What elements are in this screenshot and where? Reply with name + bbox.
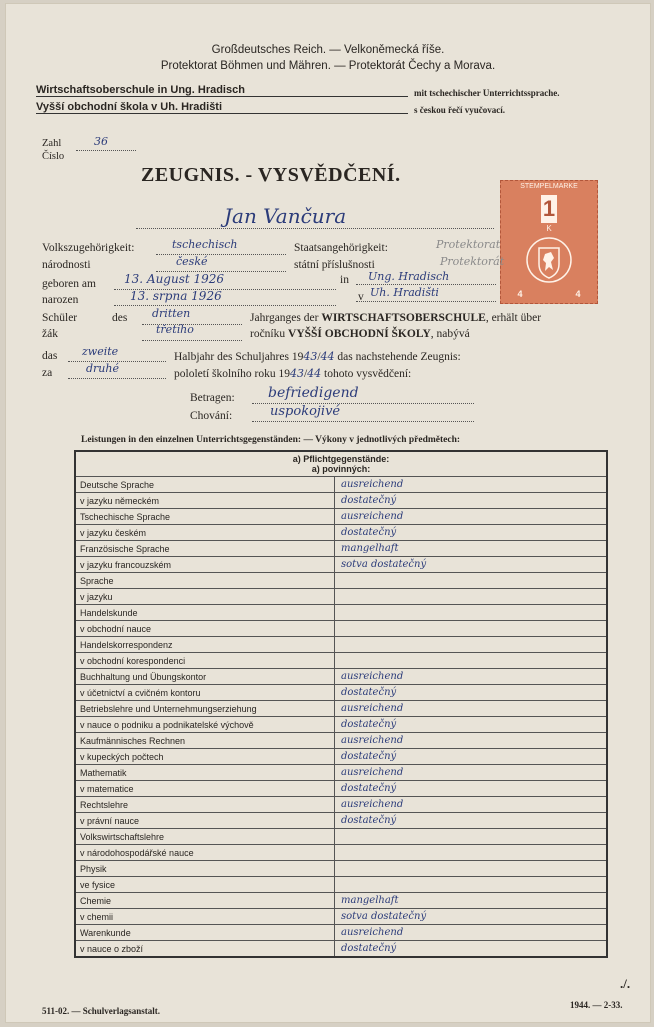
in-line-de <box>356 284 496 285</box>
header-line-2: Protektorat Böhmen und Mähren. — Protektorát Čechy a Morava. <box>160 60 496 72</box>
number-label-de: Zahl <box>42 138 62 149</box>
subject-grade <box>335 573 608 589</box>
halbjahr-year2: 44 <box>320 350 335 363</box>
table-row <box>75 781 607 797</box>
table-row <box>75 477 607 493</box>
za-value: druhé <box>86 362 119 375</box>
table-row <box>75 829 607 845</box>
table-row <box>75 861 607 877</box>
pupil-label-de: Schüler <box>42 312 78 324</box>
born-value-de: 13. August 1926 <box>124 272 225 286</box>
subject-name: v účetnictví a cvičném kontoru <box>75 685 335 701</box>
grades-table <box>74 450 608 958</box>
pololeti-year2: 44 <box>307 367 322 380</box>
table-row <box>75 557 607 573</box>
conduct-label-cz: Chování: <box>190 410 233 422</box>
subject-name: v obchodní nauce <box>75 621 335 637</box>
subject-grade <box>335 637 608 653</box>
table-row <box>75 605 607 621</box>
table-row <box>75 493 607 509</box>
pupil-line-cz <box>142 340 242 341</box>
table-row <box>75 765 607 781</box>
citizenship-label-cz: státní příslušnosti <box>294 259 375 271</box>
in-line-cz <box>356 301 496 302</box>
subject-name: v obchodní korespondenci <box>75 653 335 669</box>
table-row <box>75 909 607 925</box>
table-row <box>75 797 607 813</box>
subject-name: Warenkunde <box>75 925 335 941</box>
subject-name: ve fysice <box>75 877 335 893</box>
subject-grade: dostatečný <box>335 749 608 765</box>
citizenship-value-cz: Protektorát <box>440 255 505 268</box>
grade-text-de <box>250 312 541 324</box>
grade-text-de-end: , erhält über <box>485 312 542 324</box>
das-value: zweite <box>82 345 119 358</box>
table-row <box>75 845 607 861</box>
subject-name: v nauce o zboží <box>75 941 335 958</box>
stamp-value: 1 <box>542 196 556 221</box>
table-row <box>75 573 607 589</box>
table-row <box>75 813 607 829</box>
pololeti-label: pololetí školního roku 19 <box>174 368 290 380</box>
subject-grade <box>335 621 608 637</box>
stamp-bottom-left: 4 <box>517 289 523 299</box>
table-header-row <box>75 451 607 477</box>
table-row <box>75 925 607 941</box>
header-line-1: Großdeutsches Reich. — Velkoněmecká říše. <box>211 44 445 56</box>
subject-name: v jazyku <box>75 589 335 605</box>
subject-grade: ausreichend <box>335 701 608 717</box>
pololeti-end: tohoto vysvědčení: <box>324 368 412 380</box>
number-value: 36 <box>94 135 108 148</box>
revenue-stamp <box>500 180 598 304</box>
subject-grade: dostatečný <box>335 525 608 541</box>
born-line-cz <box>114 305 336 306</box>
subject-grade: ausreichend <box>335 477 608 493</box>
subject-grade: dostatečný <box>335 781 608 797</box>
subject-name: v matematice <box>75 781 335 797</box>
table-row <box>75 941 607 958</box>
stamp-unit: K <box>546 224 552 233</box>
stamp-bottom-right: 4 <box>575 289 581 299</box>
subject-grade: dostatečný <box>335 717 608 733</box>
subject-name: Rechtslehre <box>75 797 335 813</box>
born-value-cz: 13. srpna 1926 <box>130 289 222 303</box>
nationality-value-de: tschechisch <box>172 238 238 251</box>
footer-form-number: 1944. — 2-33. <box>570 1000 623 1010</box>
subject-grade <box>335 605 608 621</box>
subject-grade: dostatečný <box>335 941 608 958</box>
stamp-bottom <box>501 289 597 299</box>
conduct-line-cz <box>252 421 474 422</box>
grade-text-cz-school: VYŠŠÍ OBCHODNÍ ŠKOLY <box>288 328 431 340</box>
subject-name: v jazyku francouzském <box>75 557 335 573</box>
pololeti-year1: 43 <box>289 367 304 380</box>
citizenship-value-de: Protektorat <box>436 238 501 251</box>
table-row <box>75 637 607 653</box>
subject-grade: sotva dostatečný <box>335 557 608 573</box>
school-name-de: Wirtschaftsoberschule in Ung. Hradisch <box>36 84 408 97</box>
coat-of-arms-icon <box>525 236 573 284</box>
subject-grade: ausreichend <box>335 733 608 749</box>
pololeti-text: pololetí školního roku 1943/44 tohoto vysvědčení: <box>174 367 412 380</box>
za-line <box>68 378 166 379</box>
subject-name: Handelskunde <box>75 605 335 621</box>
table-row <box>75 509 607 525</box>
student-name-line <box>136 228 494 229</box>
table-row <box>75 733 607 749</box>
subject-grade: mangelhaft <box>335 541 608 557</box>
table-row <box>75 685 607 701</box>
table-row <box>75 541 607 557</box>
subject-name: Betriebslehre und Unternehmungserziehung <box>75 701 335 717</box>
table-header-cz: a) povinných: <box>311 464 371 474</box>
grade-text-de-start: Jahrganges der <box>250 312 319 324</box>
subject-name: Chemie <box>75 893 335 909</box>
subject-name: Mathematik <box>75 765 335 781</box>
subject-grade: dostatečný <box>335 685 608 701</box>
subject-grade: ausreichend <box>335 509 608 525</box>
subject-grade <box>335 829 608 845</box>
grade-text-de-school: WIRTSCHAFTSOBERSCHULE <box>321 312 486 324</box>
halbjahr-end: das nachstehende Zeugnis: <box>337 351 461 363</box>
subject-grade <box>335 861 608 877</box>
subject-name: Französische Sprache <box>75 541 335 557</box>
pupil-label-cz: žák <box>42 328 58 340</box>
table-row <box>75 621 607 637</box>
nationality-label-cz: národnosti <box>42 259 91 271</box>
school-language-de: mit tschechischer Unterrichtssprache. <box>414 88 560 98</box>
subject-name: v jazyku českém <box>75 525 335 541</box>
halbjahr-text <box>174 350 461 363</box>
continuation-mark: ./. <box>620 976 631 991</box>
subject-name: Tschechische Sprache <box>75 509 335 525</box>
subject-name: v chemii <box>75 909 335 925</box>
subject-grade <box>335 653 608 669</box>
citizenship-label-de: Staatsangehörigkeit: <box>294 242 388 254</box>
born-label-cz: narozen <box>42 294 79 306</box>
subject-grade: dostatečný <box>335 813 608 829</box>
born-label-de: geboren am <box>42 278 96 290</box>
table-row <box>75 749 607 765</box>
subject-name: v právní nauce <box>75 813 335 829</box>
subject-name: v nauce o podniku a podnikatelské výchově <box>75 717 335 733</box>
table-row <box>75 717 607 733</box>
document-title: ZEUGNIS. - VYSVĚDČENÍ. <box>141 164 401 186</box>
conduct-label-de: Betragen: <box>190 392 235 404</box>
subject-grade: dostatečný <box>335 493 608 509</box>
subject-grade <box>335 877 608 893</box>
conduct-value-de: befriedigend <box>268 385 359 401</box>
subject-grade: ausreichend <box>335 925 608 941</box>
subject-grade: ausreichend <box>335 797 608 813</box>
subject-grade: sotva dostatečný <box>335 909 608 925</box>
subject-name: Buchhaltung und Übungskontor <box>75 669 335 685</box>
subject-name: v národohospodářské nauce <box>75 845 335 861</box>
subject-name: Kaufmännisches Rechnen <box>75 733 335 749</box>
nationality-label-de: Volkszugehörigkeit: <box>42 242 135 254</box>
in-value-cz: Uh. Hradišti <box>370 286 439 299</box>
subject-name: Sprache <box>75 573 335 589</box>
za-label: za <box>42 367 53 379</box>
number-line <box>76 150 136 151</box>
school-language-cz: s českou řečí vyučovací. <box>414 105 505 115</box>
subject-grade: ausreichend <box>335 669 608 685</box>
subject-name: Handelskorrespondenz <box>75 637 335 653</box>
nationality-value-cz: české <box>176 255 208 268</box>
subject-name: Physik <box>75 861 335 877</box>
subject-name: v jazyku německém <box>75 493 335 509</box>
subject-name: Deutsche Sprache <box>75 477 335 493</box>
stamp-label: STEMPELMARKE <box>520 183 578 190</box>
table-row <box>75 701 607 717</box>
pupil-of-de: des <box>112 312 128 324</box>
footer-publisher: 511-02. — Schulverlagsanstalt. <box>42 1006 161 1016</box>
subject-grade: ausreichend <box>335 765 608 781</box>
table-row <box>75 589 607 605</box>
in-label-cz: v <box>358 291 364 303</box>
student-name: Jan Vančura <box>224 204 347 228</box>
halbjahr-sep: / <box>317 351 321 363</box>
table-row <box>75 877 607 893</box>
das-label: das <box>42 350 58 362</box>
grade-text-cz <box>250 328 470 340</box>
table-header <box>75 451 607 477</box>
certificate-page <box>5 3 651 1023</box>
subject-grade <box>335 845 608 861</box>
halbjahr-label: Halbjahr des Schuljahres 19 <box>174 351 304 363</box>
grade-text-cz-end: , nabývá <box>430 328 470 340</box>
subject-grade: mangelhaft <box>335 893 608 909</box>
table-header-de: a) Pflichtgegenstände: <box>292 454 390 464</box>
grade-rows <box>75 477 607 958</box>
section-title: Leistungen in den einzelnen Unterrichtsgegenständen: — Výkony v jednotlivých předmětech: <box>81 435 461 445</box>
subject-grade <box>335 589 608 605</box>
table-row <box>75 893 607 909</box>
pupil-year-de: dritten <box>152 307 191 320</box>
school-name-cz: Vyšší obchodní škola v Uh. Hradišti <box>36 101 408 114</box>
pupil-year-cz: třetího <box>156 323 194 336</box>
subject-name: v kupeckých počtech <box>75 749 335 765</box>
in-label-de: in <box>340 274 349 286</box>
subject-name: Volkswirtschaftslehre <box>75 829 335 845</box>
in-value-de: Ung. Hradisch <box>368 270 450 283</box>
table-row <box>75 669 607 685</box>
table-row <box>75 653 607 669</box>
table-row <box>75 525 607 541</box>
grade-text-cz-start: ročníku <box>250 328 286 340</box>
halbjahr-year1: 43 <box>303 350 318 363</box>
conduct-value-cz: uspokojivé <box>270 404 341 419</box>
number-label-cz: Číslo <box>42 151 65 162</box>
